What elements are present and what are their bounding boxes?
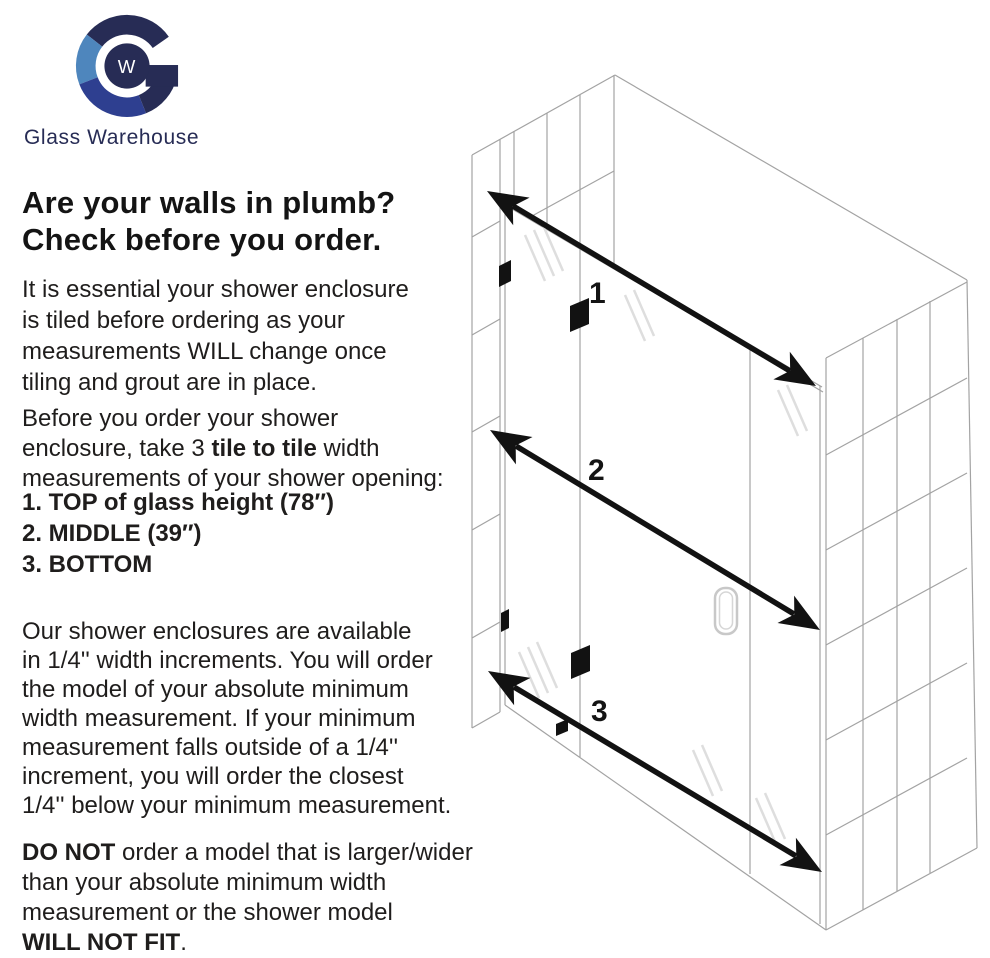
headline (22, 184, 395, 258)
measurement-label-1: 1 (589, 277, 606, 310)
text-line (22, 838, 473, 868)
text-line: It is essential your shower enclosure (22, 276, 409, 303)
text-line: increment, you will order the closest (22, 763, 404, 790)
text-line: width measurement. If your minimum (22, 705, 416, 732)
text-line: 1/4'' below your minimum measurement. (22, 792, 452, 819)
measurement-arrow-top (487, 191, 816, 386)
text-segment: measurement or the shower model (22, 899, 393, 926)
text-segment: . (180, 929, 187, 956)
hinge-bottom-pivot (556, 719, 568, 736)
text-line: Check before you order. (22, 222, 382, 257)
measurement-label-2: 2 (588, 454, 605, 487)
glass-warehouse-logo-icon (73, 12, 181, 120)
measurement-arrow-bottom (488, 671, 822, 872)
text-segment: measurements of your shower opening: (22, 465, 444, 492)
text-line (22, 404, 444, 434)
bold-text-segment: tile to tile (211, 435, 317, 462)
bold-text-segment: WILL NOT FIT (22, 929, 181, 956)
hinge-top-divider (570, 298, 589, 332)
text-line: measurement falls outside of a 1/4'' (22, 734, 399, 761)
measurement-steps-list (22, 487, 334, 580)
measurement-arrow-middle (490, 430, 820, 630)
brand-wordmark: Glass Warehouse (24, 126, 200, 149)
text-line (22, 898, 473, 928)
hinge-bottom-left (501, 609, 509, 632)
text-segment: enclosure, take 3 (22, 435, 212, 462)
text-segment: than your absolute minimum width (22, 869, 387, 896)
measurement-label-3: 3 (591, 695, 608, 728)
text-line: Are your walls in plumb? (22, 185, 396, 220)
hinge-top-left (499, 260, 511, 287)
text-line: the model of your absolute minimum (22, 676, 409, 703)
door-hinges (499, 260, 590, 736)
measure-instructions-paragraph (22, 404, 444, 494)
text-segment: Before you order your shower (22, 405, 339, 432)
text-line: is tiled before ordering as your (22, 307, 345, 334)
text-line: 1. TOP of glass height (78″) (22, 489, 335, 516)
door-handle (715, 588, 737, 634)
glass-panels (505, 95, 826, 930)
intro-paragraph (22, 274, 409, 398)
text-line (22, 434, 444, 464)
text-line: in 1/4'' width increments. You will order (22, 647, 433, 674)
warning-paragraph (22, 838, 473, 958)
hinge-bottom-divider (571, 645, 590, 679)
tiled-walls (472, 75, 977, 930)
text-line: 2. MIDDLE (39″) (22, 520, 202, 547)
text-line: 3. BOTTOM (22, 551, 153, 578)
text-line: Our shower enclosures are available (22, 618, 412, 645)
text-line: measurements WILL change once (22, 338, 387, 365)
increments-paragraph (22, 617, 451, 820)
text-line (22, 868, 473, 898)
text-segment: order a model that is larger/wider (122, 839, 473, 866)
logo-monogram-letter: W (117, 55, 137, 77)
text-segment: width (316, 435, 380, 462)
bold-text-segment: DO NOT (22, 839, 122, 866)
text-line: tiling and grout are in place. (22, 369, 317, 396)
